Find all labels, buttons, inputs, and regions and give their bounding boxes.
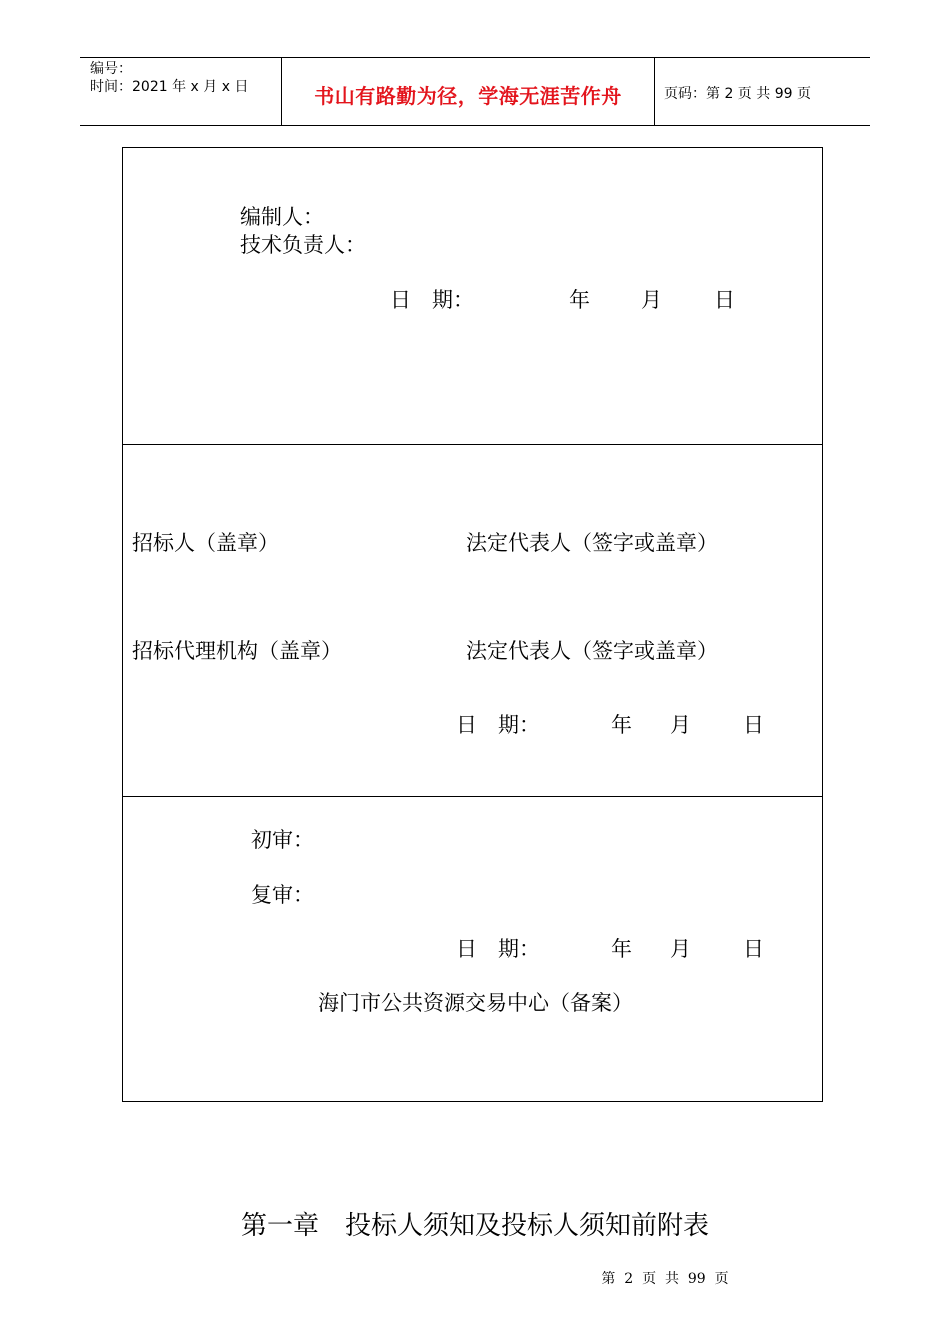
legal-rep-label-1: 法定代表人（签字或盖章） [466,531,718,555]
section-divider-2 [122,796,823,797]
section-divider-1 [122,444,823,445]
compiler-label: 编制人： [240,205,324,229]
tenderer-label: 招标人（盖章） [132,531,279,555]
section3-year: 年 [611,937,632,961]
section3-day: 日 [743,937,764,961]
footer-page-number: 第 2 页 共 99 页 [601,1271,729,1287]
header-top-rule [80,57,870,58]
section2-year: 年 [611,713,632,737]
first-review-label: 初审： [251,828,314,852]
page-footer [0,1268,950,1288]
filing-center-label: 海门市公共资源交易中心（备案） [318,991,633,1015]
header-meta [90,60,248,96]
section1-day: 日 [714,288,735,312]
agency-label: 招标代理机构（盖章） [132,639,342,663]
section2-month: 月 [670,713,691,737]
section2-date-label: 日 期： [456,713,540,737]
tech-lead-label: 技术负责人： [240,233,366,257]
legal-rep-label-2: 法定代表人（签字或盖章） [466,639,718,663]
header-motto: 书山有路勤为径，学海无涯苦作舟 [314,84,622,108]
header-number-label: 编号： [90,61,132,77]
section1-month: 月 [641,288,662,312]
header-bottom-rule [80,125,870,126]
header-page-info: 页码：第 2 页 共 99 页 [664,86,811,102]
section1-date-label: 日 期： [390,288,474,312]
header-divider-right [654,57,655,125]
section3-month: 月 [670,937,691,961]
section3-date-label: 日 期： [456,937,540,961]
section2-day: 日 [743,713,764,737]
chapter-title: 第一章 投标人须知及投标人须知前附表 [240,1211,709,1241]
header-time-label: 时间：2021 年 x 月 x 日 [90,79,249,95]
section1-year: 年 [569,288,590,312]
second-review-label: 复审： [251,883,314,907]
